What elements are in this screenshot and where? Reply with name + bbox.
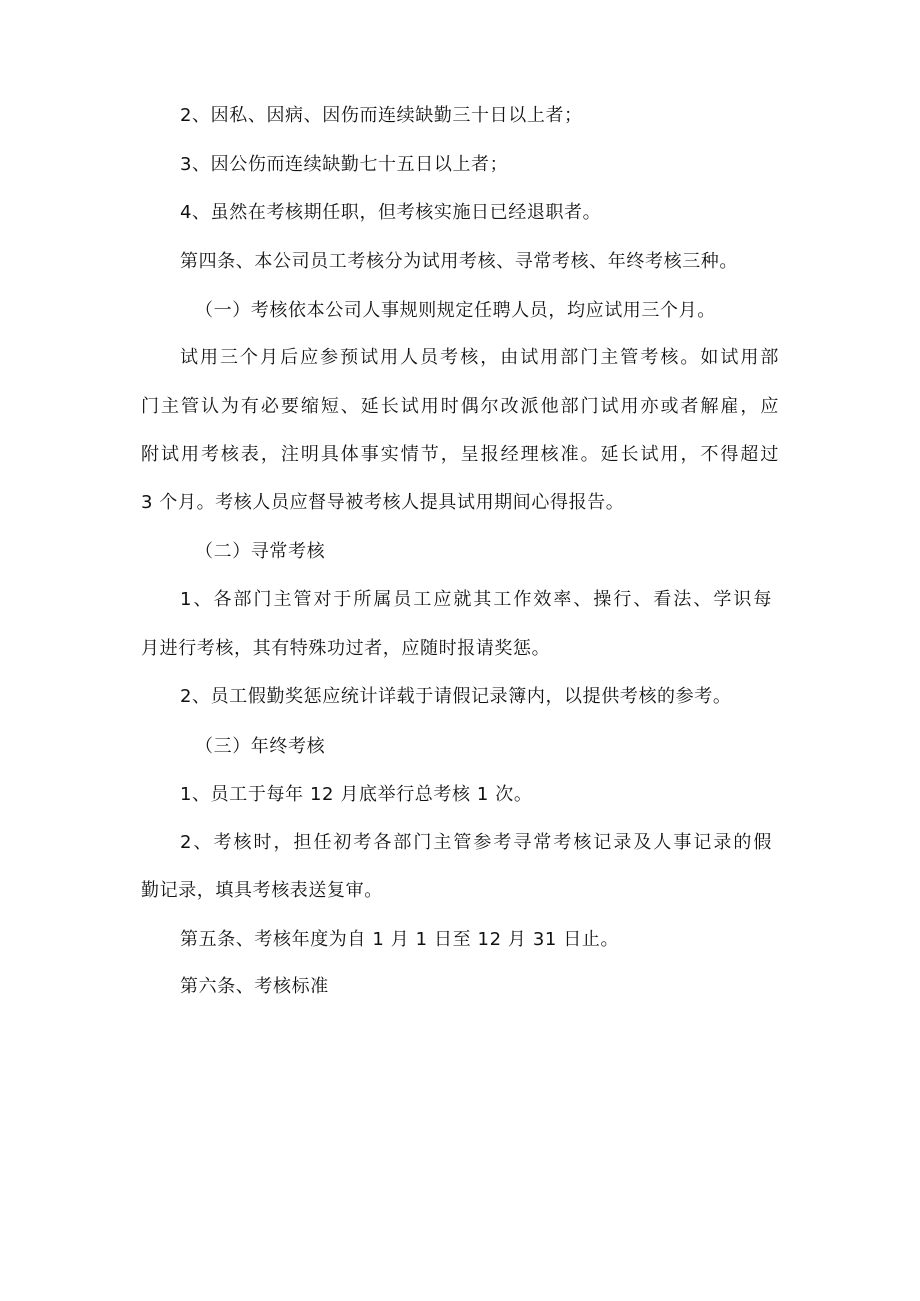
paragraph-line: 门主管认为有必要缩短、延长试用时偶尔改派他部门试用亦或者解雇，应 (141, 396, 779, 417)
article-four: 第四条、本公司员工考核分为试用考核、寻常考核、年终考核三种。 (180, 251, 738, 272)
section-three-heading: （三）年终考核 (195, 736, 326, 757)
clause-item-3: 3、因公伤而连续缺勤七十五日以上者； (180, 154, 509, 175)
paragraph-line: 1、员工于每年 12 月底举行总考核 1 次。 (180, 784, 533, 805)
section-one-heading: （一）考核依本公司人事规则规定任聘人员，均应试用三个月。 (195, 300, 716, 321)
paragraph-line: 月进行考核，其有特殊功过者，应随时报请奖惩。 (141, 638, 551, 659)
paragraph-line: 2、员工假勤奖惩应统计详载于请假记录簿内，以提供考核的参考。 (180, 686, 732, 707)
paragraph-line: 2、考核时，担任初考各部门主管参考寻常考核记录及人事记录的假 (180, 832, 772, 853)
paragraph-line: 勤记录，填具考核表送复审。 (141, 880, 383, 901)
article-five: 第五条、考核年度为自 1 月 1 日至 12 月 31 日止。 (180, 929, 620, 950)
clause-item-2: 2、因私、因病、因伤而连续缺勤三十日以上者； (180, 105, 583, 126)
paragraph-line: 3 个月。考核人员应督导被考核人提具试用期间心得报告。 (141, 492, 625, 513)
paragraph-line: 试用三个月后应参预试用人员考核，由试用部门主管考核。如试用部 (180, 347, 779, 368)
section-two-heading: （二）寻常考核 (195, 541, 326, 562)
clause-item-4: 4、虽然在考核期任职，但考核实施日已经退职者。 (180, 202, 602, 223)
paragraph-line: 1、各部门主管对于所属员工应就其工作效率、操行、看法、学识每 (180, 589, 772, 610)
article-six: 第六条、考核标准 (180, 976, 329, 997)
paragraph-line: 附试用考核表，注明具体事实情节，呈报经理核准。延长试用，不得超过 (141, 444, 779, 465)
